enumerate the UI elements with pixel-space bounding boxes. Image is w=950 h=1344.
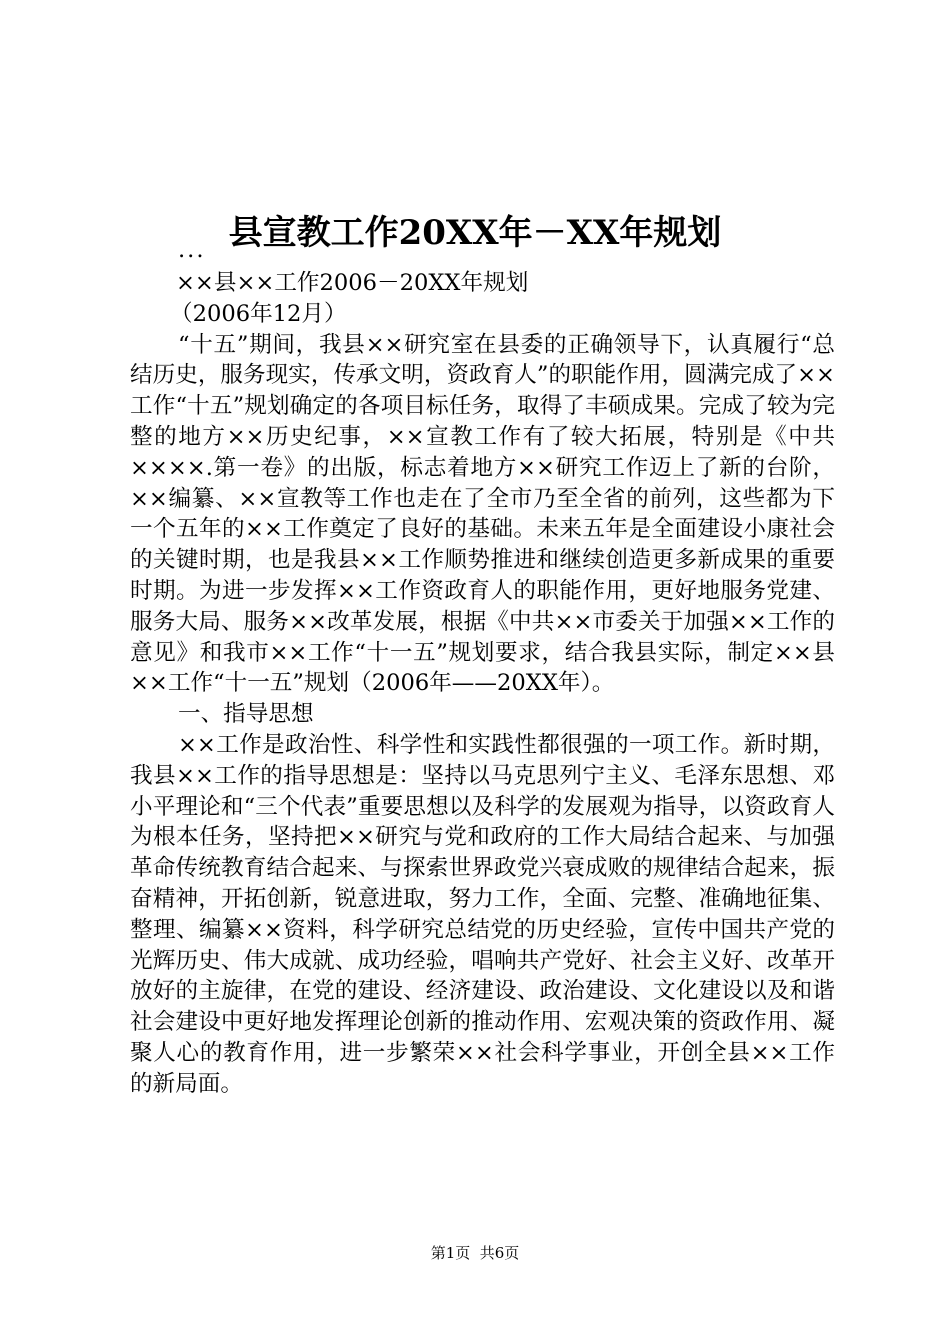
document-title: 县宣教工作20XX年－XX年规划	[228, 212, 722, 253]
document-body	[130, 238, 835, 1100]
page-footer: 第1页 共6页	[430, 1244, 520, 1262]
ellipsis-marker: ...	[178, 237, 206, 263]
section-heading-guiding-ideology: 一、指导思想	[178, 701, 314, 728]
paragraph-guiding-ideology: ××工作是政治性、科学性和实践性都很强的一项工作。新时期，我县××工作的指导思想是：坚持以马克思列宁主义、毛泽东思想、邓小平理论和“三个代表”重要思想以及科学的发展观为指导，以资政育人为根本任务，坚持把××研究与党和政府的工作大局结合起来、与加强革命传统教育结合起来、与探索世界政党兴衰成败的规律结合起来，振奋精神，开拓创新，锐意进取，努力工作，全面、完整、准确地征集、整理、编纂××资料，科学研究总结党的历史经验，宣传中国共产党的光辉历史、伟大成就、成功经验，唱响共产党好、社会主义好、改革开放好的主旋律，在党的建设、经济建设、政治建设、文化建设以及和谐社会建设中更好地发挥理论创新的推动作用、宏观决策的资政作用、凝聚人心的教育作用，进一步繁荣××社会科学事业，开创全县××工作的新局面。	[130, 731, 835, 1097]
document-date: （2006年12月）	[170, 300, 347, 327]
paragraph-intro: “十五”期间，我县××研究室在县委的正确领导下，认真履行“总结历史，服务现实，传承文明，资政育人”的职能作用，圆满完成了××工作“十五”规划确定的各项目标任务，取得了丰硕成果。完成了较为完整的地方××历史纪事，××宣教工作有了较大拓展，特别是《中共××××.第一卷》的出版，标志着地方××研究工作迈上了新的台阶，××编纂、××宣教等工作也走在了全市乃至全省的前列，这些都为下一个五年的××工作奠定了良好的基础。未来五年是全面建设小康社会的关键时期，也是我县××工作顺势推进和继续创造更多新成果的重要时期。为进一步发挥××工作资政育人的职能作用，更好地服务党建、服务大局、服务××改革发展，根据《中共××市委关于加强××工作的意见》和我市××工作“十一五”规划要求，结合我县实际，制定××县××工作“十一五”规划（2006年——20XX年）。	[130, 331, 835, 697]
document-subtitle: ××县××工作2006－20XX年规划	[176, 270, 529, 296]
